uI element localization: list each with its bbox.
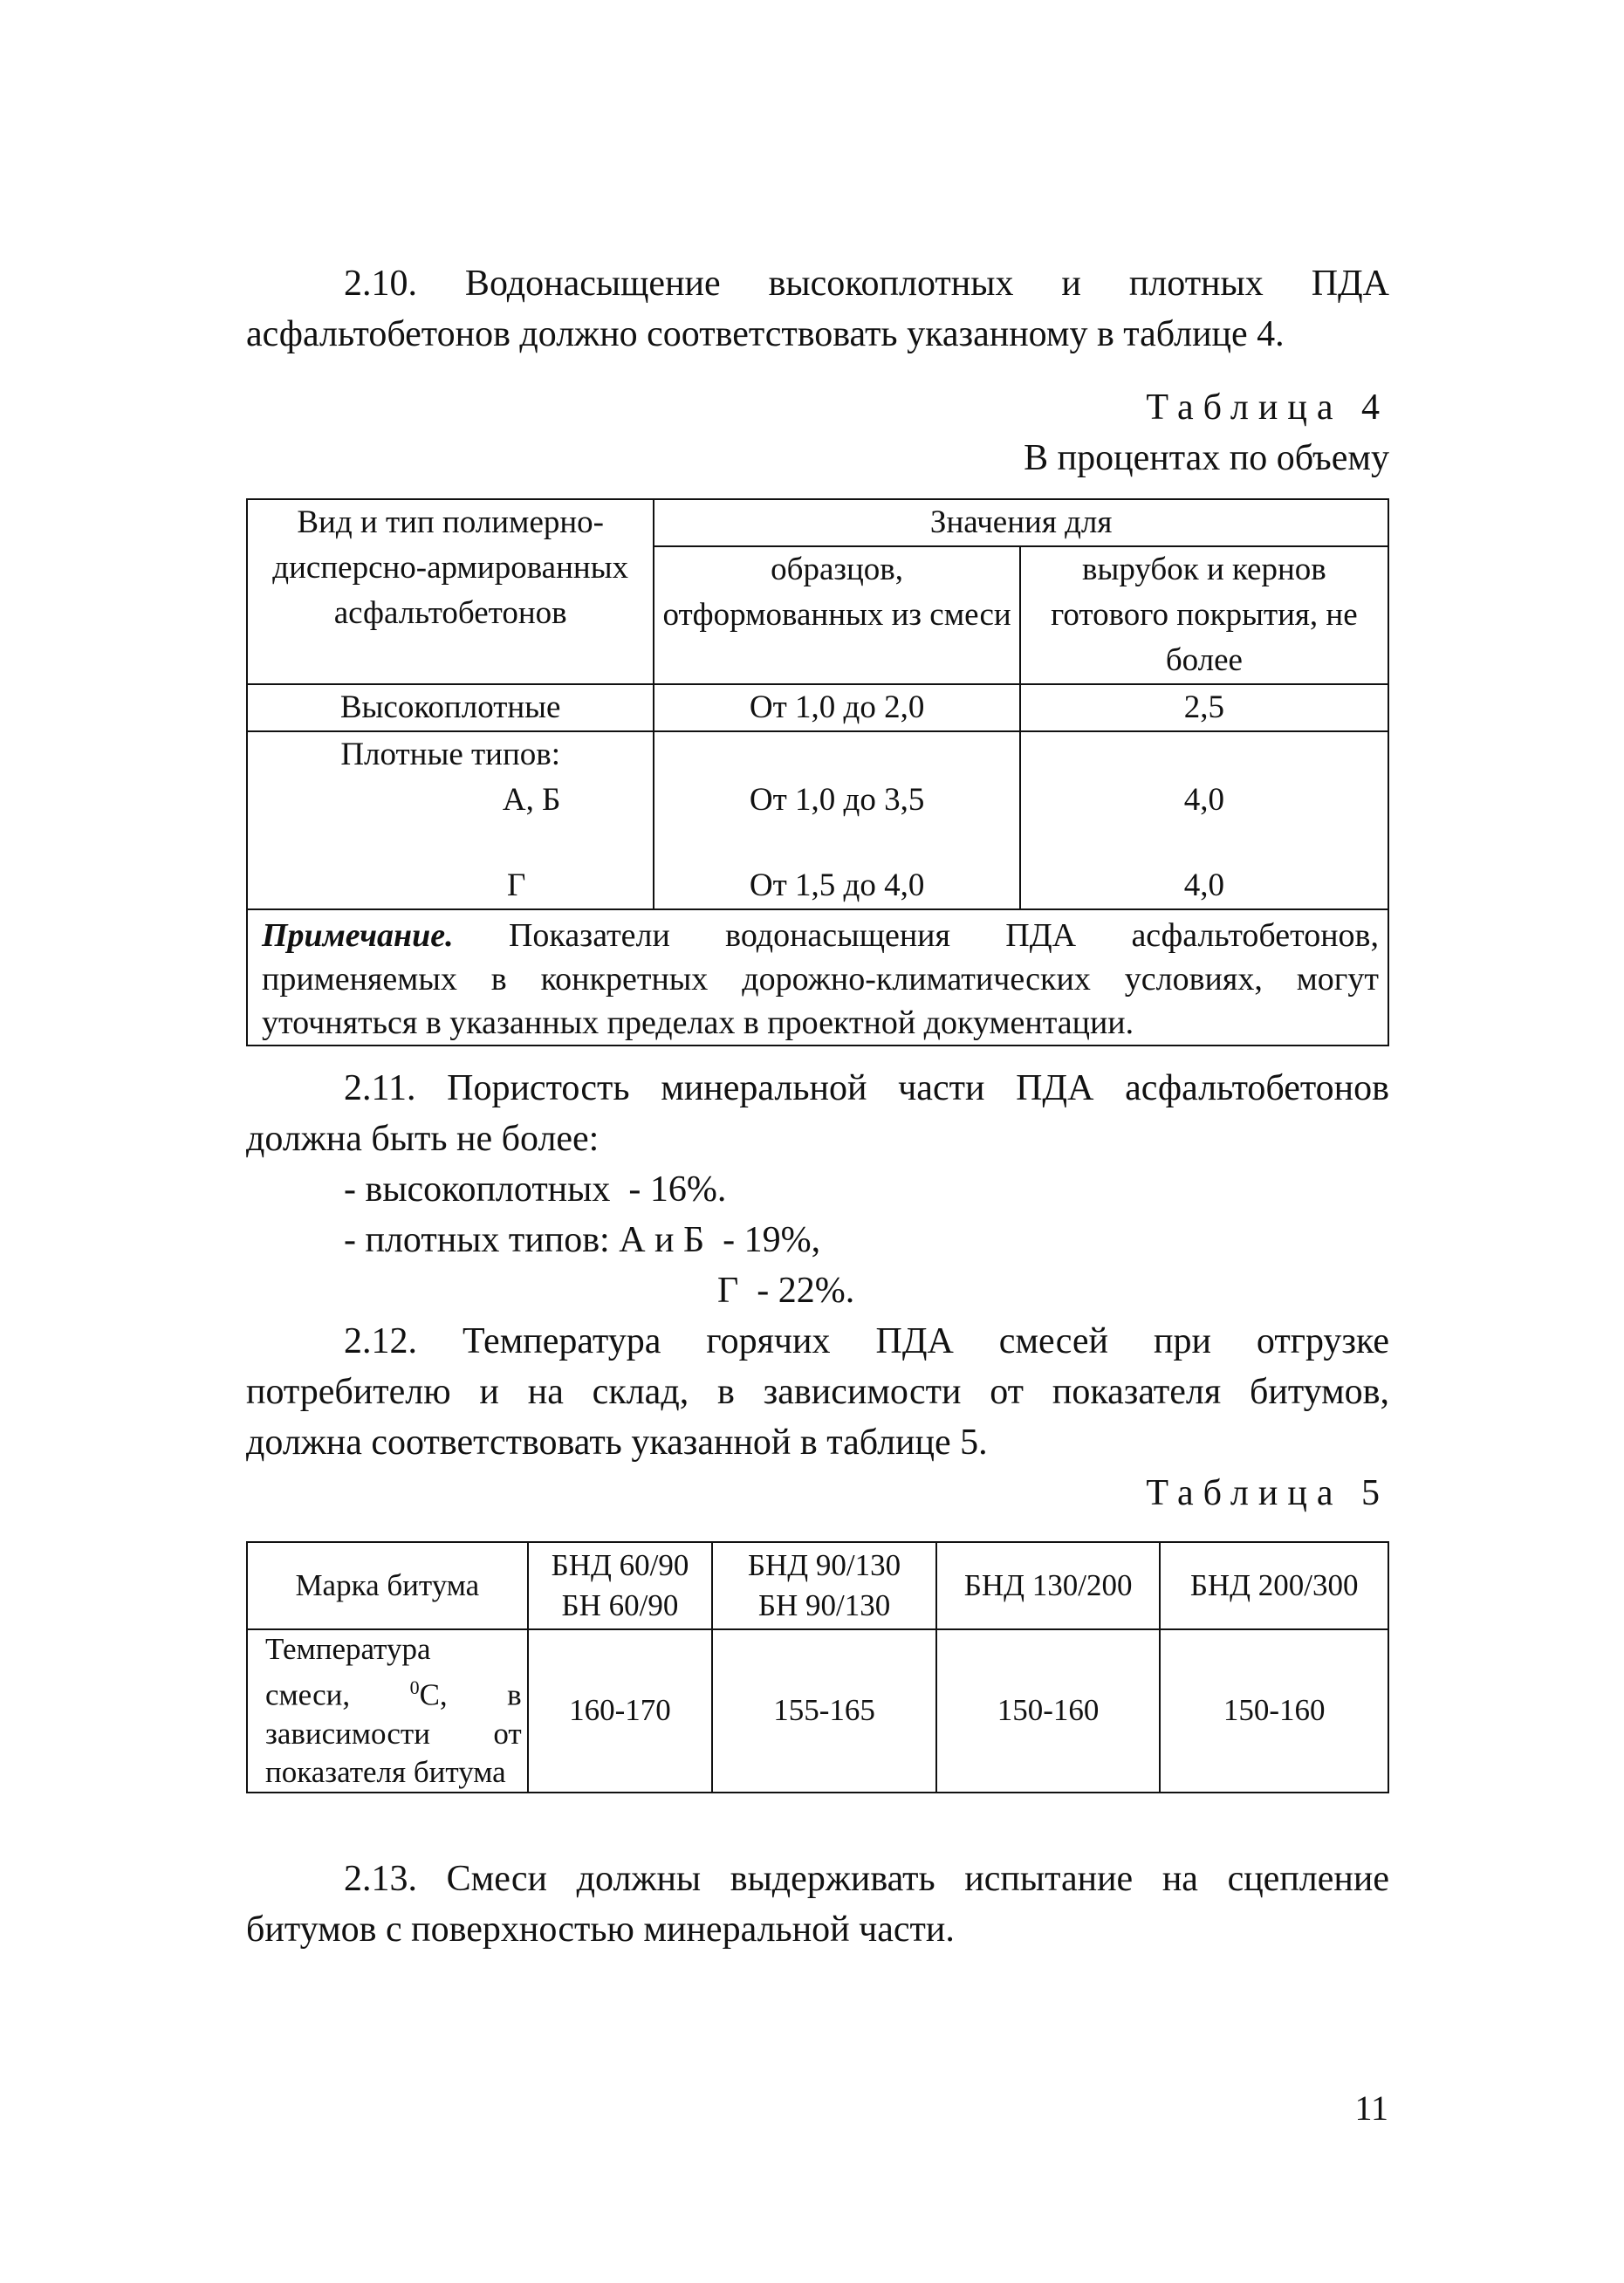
- table-4-value: От 1,5 до 4,0: [749, 867, 925, 903]
- table-4-caption: [246, 382, 1389, 483]
- table-4-units: В процентах по объему: [1024, 438, 1389, 478]
- list-item: - высокоплотных - 16%.: [344, 1169, 727, 1210]
- table-row: [247, 731, 1388, 909]
- paragraph-2-13: [246, 1854, 1389, 1955]
- table-4-value: 4,0: [1183, 782, 1225, 818]
- paragraph-2-13-line-2: битумов с поверхностью минеральной части.: [246, 1909, 955, 1950]
- table-5: [246, 1541, 1389, 1793]
- table-5-grade: БН 60/90: [561, 1588, 679, 1622]
- paragraph-2-13-line-1: 2.13. Смеси должны выдерживать испытание на сцепление: [344, 1859, 1389, 1899]
- table-4-header-type: Вид и тип полимерно-дисперсно-армированных асфальтобетонов: [247, 499, 654, 684]
- table-4-cell-dense: [247, 731, 654, 909]
- table-5-header-cell: БНД 130/200: [936, 1542, 1161, 1629]
- table-4-dense-type-g: Г: [506, 867, 526, 903]
- table-row: [247, 1629, 1388, 1793]
- table-4-cell: От 1,0 до 2,0: [654, 684, 1019, 731]
- table-5-cell: 155-165: [712, 1629, 936, 1793]
- table-4-cell: Высокоплотные: [247, 684, 654, 731]
- paragraph-2-10-line-1: 2.10. Водонасыщение высокоплотных и плотных ПДА: [344, 264, 1389, 304]
- list-item: - плотных типов: А и Б - 19%,: [344, 1220, 821, 1260]
- table-5-header-label: Марка битума: [247, 1542, 528, 1629]
- paragraph-2-11-line-1: 2.11. Пористость минеральной части ПДА асфальтобетонов: [344, 1068, 1389, 1108]
- table-5-header-cell: [528, 1542, 713, 1629]
- table-5-grade: БНД 90/130: [747, 1548, 901, 1582]
- table-4-cell: [654, 731, 1019, 909]
- table-row: [247, 684, 1388, 731]
- list-item: Г - 22%.: [717, 1271, 855, 1311]
- paragraph-2-10: [246, 258, 1389, 360]
- table-4-title: Таблица 4: [1146, 387, 1389, 428]
- table-5-cell: 150-160: [1160, 1629, 1388, 1793]
- table-4-note-label: Примечание.: [262, 917, 454, 954]
- table-4-cell: 2,5: [1020, 684, 1388, 731]
- table-4-dense-type-ab: А, Б: [502, 782, 561, 818]
- table-4-header-samples: образцов, отформованных из смеси: [654, 546, 1019, 684]
- paragraph-2-12-line-2: потребителю и на склад, в зависимости от показателя битумов,: [246, 1372, 1389, 1412]
- table-4: [246, 498, 1389, 1046]
- degree-sign: 0: [409, 1676, 420, 1698]
- paragraph-2-12-line-3: должна соответствовать указанной в таблице 5.: [246, 1423, 988, 1463]
- table-4-note: [247, 909, 1388, 1046]
- page-number: 11: [1354, 2088, 1388, 2128]
- paragraph-2-12-line-1: 2.12. Температура горячих ПДА смесей при отгрузке: [344, 1321, 1389, 1361]
- table-4-header-cores: вырубок и кернов готового покрытия, не более: [1020, 546, 1388, 684]
- table-4-header-values: Значения для: [654, 499, 1388, 546]
- table-4-value: От 1,0 до 3,5: [749, 782, 925, 818]
- table-5-grade: БНД 60/90: [551, 1548, 689, 1582]
- table-4-note-text: Показатели водонасыщения ПДА асфальтобетонов, применяемых в конкретных дорожно-климатических условиях, могут уточняться в указанных пределах в проектной документации.: [262, 917, 1379, 1041]
- table-4-dense-label: Плотные типов:: [340, 737, 561, 772]
- table-5-title: Таблица 5: [1146, 1473, 1389, 1513]
- table-5-row-label: [247, 1629, 528, 1793]
- table-5-cell: 160-170: [528, 1629, 713, 1793]
- table-row: [247, 1542, 1388, 1629]
- table-5-row-label-text: Температура смеси,: [265, 1632, 431, 1712]
- table-5-header-cell: [712, 1542, 936, 1629]
- table-5-grade: БН 90/130: [757, 1588, 891, 1622]
- table-4-value: 4,0: [1183, 867, 1225, 903]
- table-4-cell: [1020, 731, 1388, 909]
- table-5-header-cell: БНД 200/300: [1160, 1542, 1388, 1629]
- paragraph-2-11: [246, 1063, 1389, 1316]
- paragraph-2-12: [246, 1316, 1389, 1519]
- table-5-row-label-text: С, в зависимости от показателя битума: [265, 1677, 522, 1789]
- table-5-cell: 150-160: [936, 1629, 1161, 1793]
- paragraph-2-11-line-2: должна быть не более:: [246, 1119, 600, 1159]
- paragraph-2-10-line-2: асфальтобетонов должно соответствовать указанному в таблице 4.: [246, 314, 1285, 354]
